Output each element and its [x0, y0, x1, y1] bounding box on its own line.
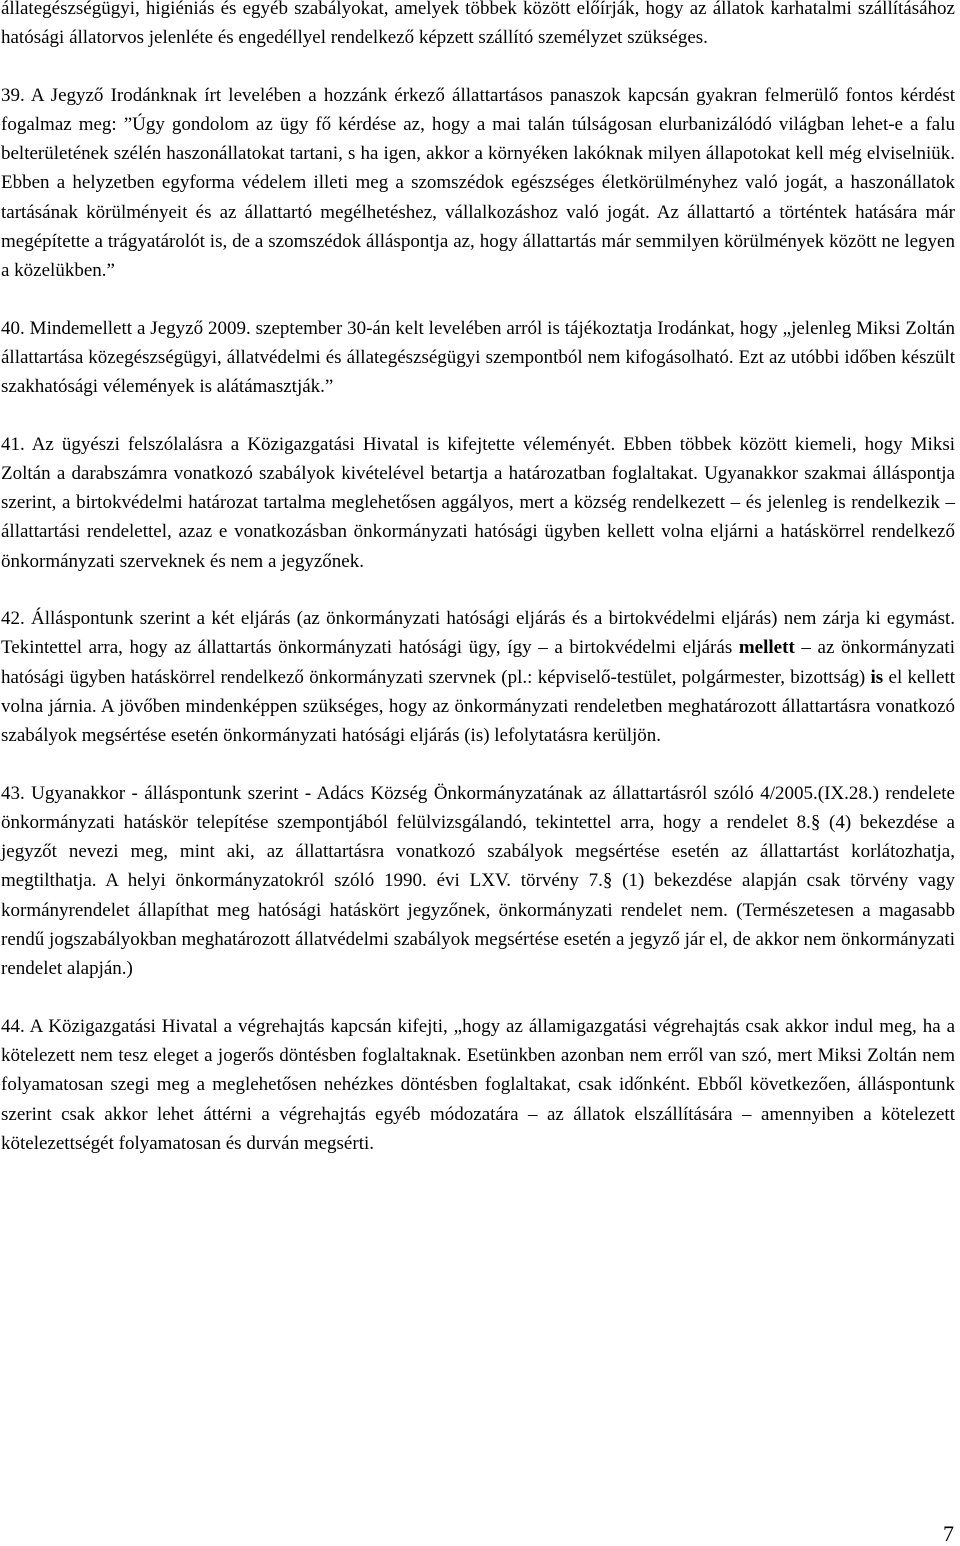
document-body	[1, 0, 955, 1186]
paragraph-text: el kellett volna járnia. A jövőben mindenképpen szükséges, hogy az önkormányzati rendeletben meghatározott állattartásra vonatkozó szabályok megsértése esetén önkormányzati hatósági eljárás (is) lefolytatásra kerüljön.	[1, 666, 956, 747]
paragraph-42	[1, 604, 955, 750]
paragraph-text: – az önkormányzati hatósági ügyben hatáskörrel rendelkező önkormányzati szervnek (pl.: képviselő-testület, polgármester, bizottság)	[1, 637, 955, 688]
paragraph-continued	[1, 0, 955, 53]
paragraph-43	[1, 779, 955, 984]
paragraph-41	[1, 430, 955, 576]
page-number: 7	[943, 1521, 954, 1546]
bold-emphasis: is	[870, 666, 884, 688]
paragraph-40	[1, 314, 955, 402]
paragraph-text: 43. Ugyanakkor - álláspontunk szerint - Adács Község Önkormányzatának az állattartásról szóló 4/2005.(IX.28.) rendelete önkormányzati hatáskör telepítése szempontjából felülvizsgálandó, tekintettel arra, hogy a rendelet 8.§ (4) bekezdése a jegyzőt nevezi meg, mint aki, az állattartásra vonatkozó szabályok megsértése esetén az állattartást korlátozhatja, megtilthatja. A helyi önkormányzatokról szóló 1990. évi LXV. törvény 7.§ (1) bekezdése alapján csak törvény vagy kormányrendelet állapíthat meg hatósági hatáskört jegyzőnek, önkormányzati rendelet nem. (Természetesen a magasabb rendű jogszabályokban meghatározott állatvédelmi szabályok megsértése esetén a jegyző jár el, de akkor nem önkormányzati rendelet alapján.)	[1, 782, 955, 980]
paragraph-text: 39. A Jegyző Irodánknak írt levelében a hozzánk érkező állattartásos panaszok kapcsán gyakran felmerülő fontos kérdést fogalmaz meg: ”Úgy gondolom az ügy fő kérdése az, hogy a mai talán túlságosan elurbanizálódó világban lehet-e a falu belterületének szélén haszonállatokat tartani, s ha igen, akkor a környéken lakóknak milyen állapotokat kell még elviselniük. Ebben a helyzetben egyforma védelem illeti meg a szomszédok egészséges életkörülményhez való jogát, a haszonállatok tartásának körülményeit és az állattartó megélhetéshez, vállalkozáshoz való jogát. Az állattartó a történtek hatására már megépítette a trágyatárolót is, de a szomszédok álláspontja az, hogy állattartás már semmilyen körülmények között ne legyen a közelükben.”	[1, 84, 955, 282]
paragraph-44	[1, 1012, 955, 1158]
paragraph-text: állategészségügyi, higiéniás és egyéb szabályokat, amelyek többek között előírják, hogy az állatok karhatalmi szállításához hatósági állatorvos jelenléte és engedéllyel rendelkező képzett szállító személyzet szükséges.	[1, 0, 955, 49]
paragraph-text: 42. Álláspontunk szerint a két eljárás (az önkormányzati hatósági eljárás és a birtokvédelmi eljárás) nem zárja ki egymást. Tekintettel arra, hogy az állattartás önkormányzati hatósági ügy, így – a birtokvédelmi eljárás	[1, 608, 955, 659]
paragraph-39	[1, 81, 955, 286]
bold-emphasis: mellett	[738, 637, 795, 659]
paragraph-text: 41. Az ügyészi felszólalásra a Közigazgatási Hivatal is kifejtette véleményét. Ebben többek között kiemeli, hogy Miksi Zoltán a darabszámra vonatkozó szabályok kivételével betartja a határozatban foglaltakat. Ugyanakkor szakmai álláspontja szerint, a birtokvédelmi határozat tartalma meglehetősen aggályos, mert a község rendelkezett – és jelenleg is rendelkezik – állattartási rendelettel, azaz e vonatkozásban önkormányzati hatósági ügyben kellett volna eljárni a hatáskörrel rendelkező önkormányzati szerveknek és nem a jegyzőnek.	[1, 433, 955, 572]
paragraph-text: 44. A Közigazgatási Hivatal a végrehajtás kapcsán kifejti, „hogy az államigazgatási végrehajtás csak akkor indul meg, ha a kötelezett nem tesz eleget a jogerős döntésben foglaltaknak. Esetünkben azonban nem erről van szó, mert Miksi Zoltán nem folyamatosan szegi meg a meglehetősen nehézkes döntésben foglaltakat, csak időnként. Ebből következően, álláspontunk szerint csak akkor lehet áttérni a végrehajtás egyéb módozatára – az állatok elszállítására – amennyiben a kötelezett kötelezettségét folyamatosan és durván megsérti.	[1, 1015, 955, 1154]
paragraph-text: 40. Mindemellett a Jegyző 2009. szeptember 30-án kelt levelében arról is tájékoztatja Irodánkat, hogy „jelenleg Miksi Zoltán állattartása közegészségügyi, állatvédelmi és állategészségügyi szempontból nem kifogásolható. Ezt az utóbbi időben készült szakhatósági vélemények is alátámasztják.”	[1, 317, 955, 398]
